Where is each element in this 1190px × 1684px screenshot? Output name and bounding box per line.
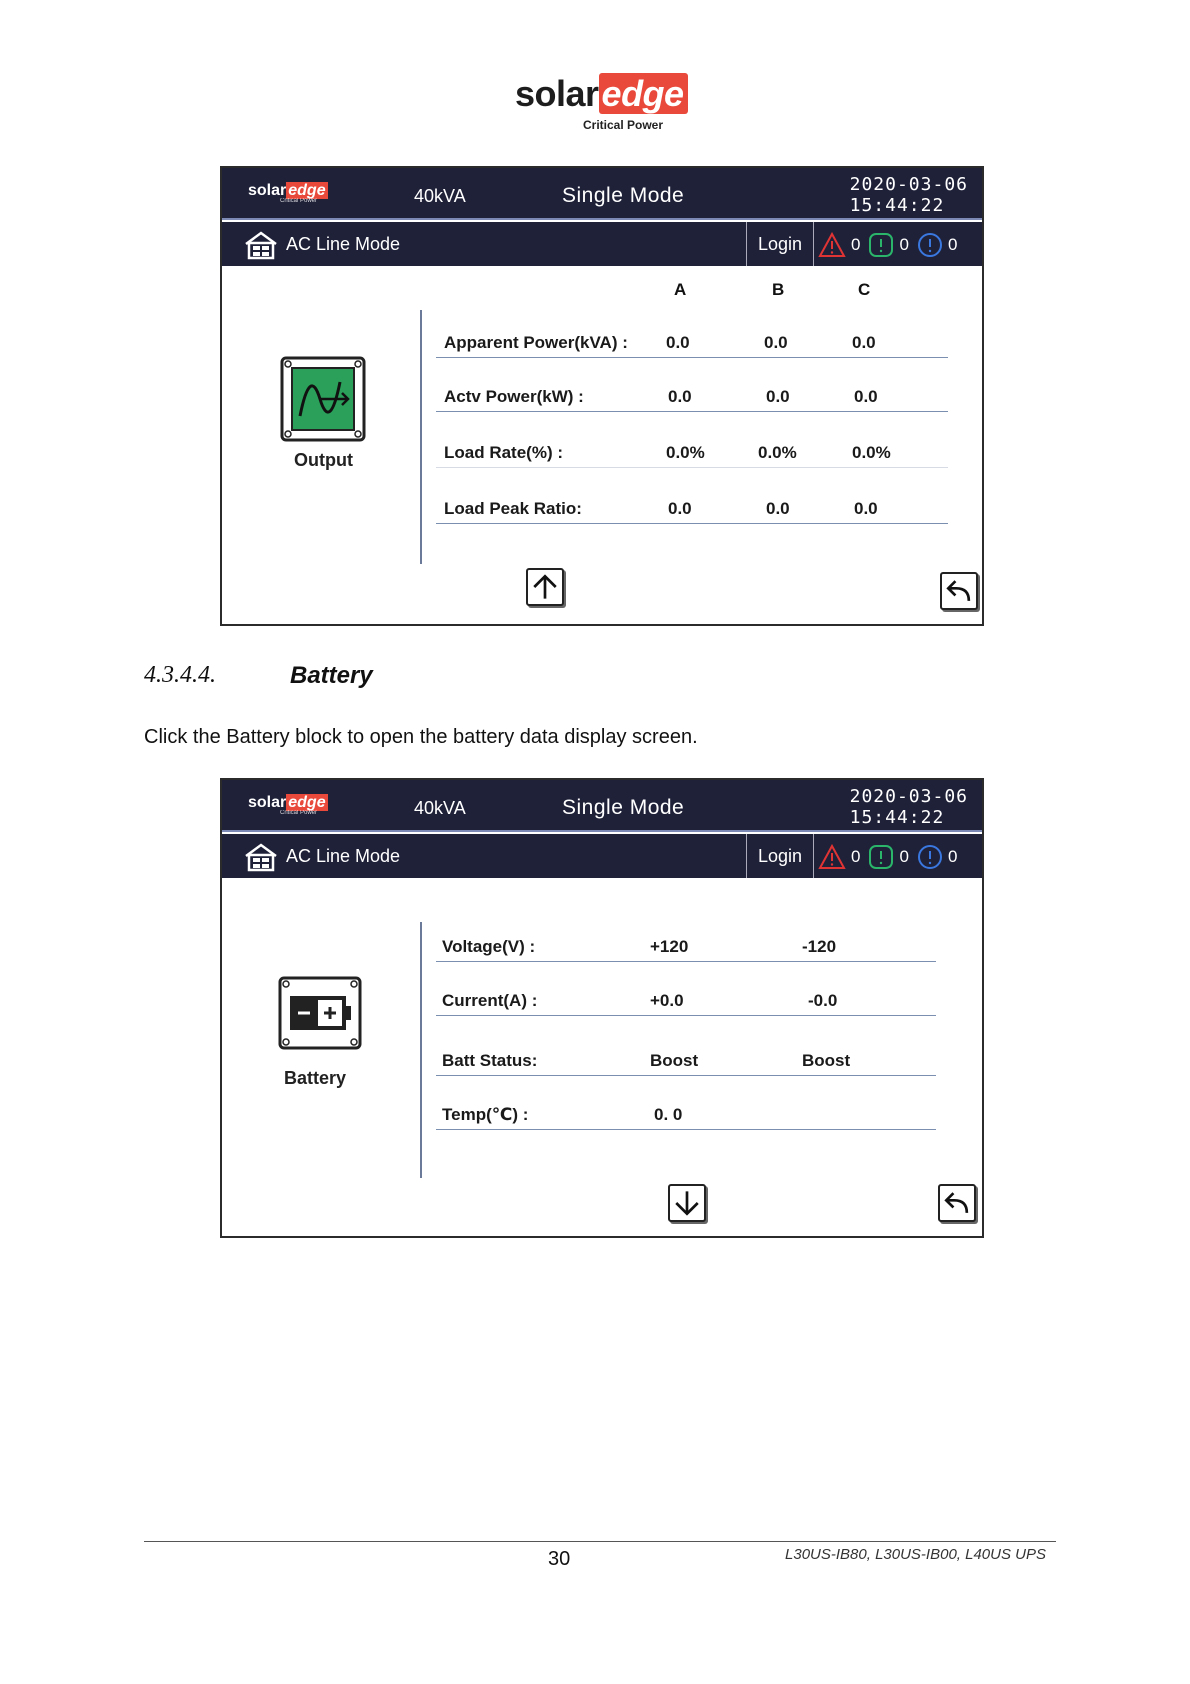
output-label: Output (294, 450, 353, 470)
line-mode-label: AC Line Mode (286, 234, 401, 254)
home-icon[interactable] (244, 842, 278, 872)
info-circle-icon[interactable] (917, 232, 943, 258)
value-temp: 0. 0 (654, 1105, 683, 1124)
screen-logo-solar: solar (248, 182, 287, 199)
row-label: Current(A) : (442, 991, 538, 1010)
battery-icon[interactable] (278, 976, 362, 1050)
screen-logo-edge: edge (288, 794, 326, 811)
top-status-bar (222, 168, 982, 220)
back-button[interactable] (940, 572, 978, 610)
value-a: 0.0% (666, 443, 705, 462)
logo-subtitle: Critical Power (583, 118, 664, 132)
table-row (436, 422, 948, 468)
datetime (850, 174, 968, 216)
page-up-button[interactable] (526, 568, 564, 606)
screen-logo-sub: Critical Power (280, 810, 318, 816)
section-paragraph: Click the Battery block to open the battery data display screen. (144, 726, 698, 748)
login-button[interactable]: Login (746, 834, 814, 878)
logo-text-edge: edge (599, 73, 688, 114)
col-header-b: B (772, 280, 785, 299)
info-circle-icon[interactable] (917, 844, 943, 870)
top-status-bar (222, 780, 982, 832)
vertical-divider (420, 922, 422, 1178)
value-positive: +120 (650, 937, 689, 956)
section-number: 4.3.4.4. (144, 662, 216, 688)
table-row (436, 366, 948, 412)
value-negative: -120 (802, 937, 837, 956)
battery-screen (220, 778, 984, 1238)
mode-label: Single Mode (562, 796, 685, 819)
value-c: 0.0 (854, 387, 878, 406)
row-label: Voltage(V) : (442, 937, 536, 956)
row-label: Batt Status: (442, 1051, 538, 1070)
info-count: 0 (947, 235, 958, 254)
value-b: 0.0 (766, 499, 790, 518)
date-text: 2020-03-06 (849, 174, 968, 195)
logo-text-solar: solar (515, 73, 599, 114)
back-button[interactable] (938, 1184, 976, 1222)
row-label: Load Peak Ratio: (444, 499, 582, 518)
login-button[interactable]: Login (746, 222, 814, 266)
screen-logo-sub: Critical Power (280, 198, 318, 204)
line-mode-label: AC Line Mode (286, 846, 401, 866)
rating-label: 40kVA (414, 798, 466, 818)
value-a: 0.0 (668, 499, 692, 518)
table-row (436, 312, 948, 358)
section-title: Battery (290, 662, 373, 689)
alert-square-icon[interactable] (868, 844, 894, 870)
col-header-a: A (674, 280, 687, 299)
value-c: 0.0 (854, 499, 878, 518)
value-negative: -0.0 (808, 991, 838, 1010)
value-b: 0.0 (764, 333, 788, 352)
page-number: 30 (548, 1548, 571, 1570)
mode-label: Single Mode (562, 184, 685, 207)
sub-status-bar (222, 834, 982, 878)
rating-label: 40kVA (414, 186, 466, 206)
row-label: Apparent Power(kVA) : (444, 333, 628, 352)
alert-square-icon[interactable] (868, 232, 894, 258)
value-a: 0.0 (668, 387, 692, 406)
fault-count: 0 (851, 847, 861, 866)
battery-label: Battery (284, 1068, 347, 1088)
time-text: 15:44:22 (849, 807, 945, 828)
footer-rule (144, 1541, 1056, 1542)
row-label: Temp(℃) : (442, 1105, 529, 1124)
date-text: 2020-03-06 (849, 786, 968, 807)
screen-logo-edge: edge (288, 182, 326, 199)
value-c: 0.0 (852, 333, 876, 352)
screen-logo (248, 182, 328, 204)
info-count: 0 (947, 847, 958, 866)
warning-triangle-icon[interactable] (818, 232, 846, 258)
datetime (850, 786, 968, 828)
warning-count: 0 (899, 847, 909, 866)
table-row (436, 916, 936, 962)
row-label: Actv Power(kW) : (444, 387, 584, 406)
output-screen (220, 166, 984, 626)
page-down-button[interactable] (668, 1184, 706, 1222)
warning-triangle-icon[interactable] (818, 844, 846, 870)
table-row (436, 1030, 936, 1076)
value-a: 0.0 (666, 333, 690, 352)
value-b: 0.0% (758, 443, 797, 462)
table-row (436, 970, 936, 1016)
screen-logo-solar: solar (248, 794, 287, 811)
alarm-counters (818, 230, 963, 260)
solaredge-logo (515, 73, 695, 136)
home-icon[interactable] (244, 230, 278, 260)
warning-count: 0 (899, 235, 909, 254)
sub-status-bar (222, 222, 982, 266)
value-negative: Boost (802, 1051, 851, 1070)
model-list: L30US-IB80, L30US-IB00, L40US UPS (785, 1546, 1046, 1563)
screen-logo (248, 794, 328, 816)
table-row (436, 478, 948, 524)
table-row (436, 1084, 936, 1130)
alarm-counters (818, 842, 963, 872)
time-text: 15:44:22 (849, 195, 945, 216)
col-header-c: C (858, 280, 871, 299)
output-icon[interactable] (280, 356, 366, 442)
vertical-divider (420, 310, 422, 564)
row-label: Load Rate(%) : (444, 443, 563, 462)
value-positive: Boost (650, 1051, 699, 1070)
fault-count: 0 (851, 235, 861, 254)
value-b: 0.0 (766, 387, 790, 406)
value-c: 0.0% (852, 443, 891, 462)
value-positive: +0.0 (650, 991, 684, 1010)
